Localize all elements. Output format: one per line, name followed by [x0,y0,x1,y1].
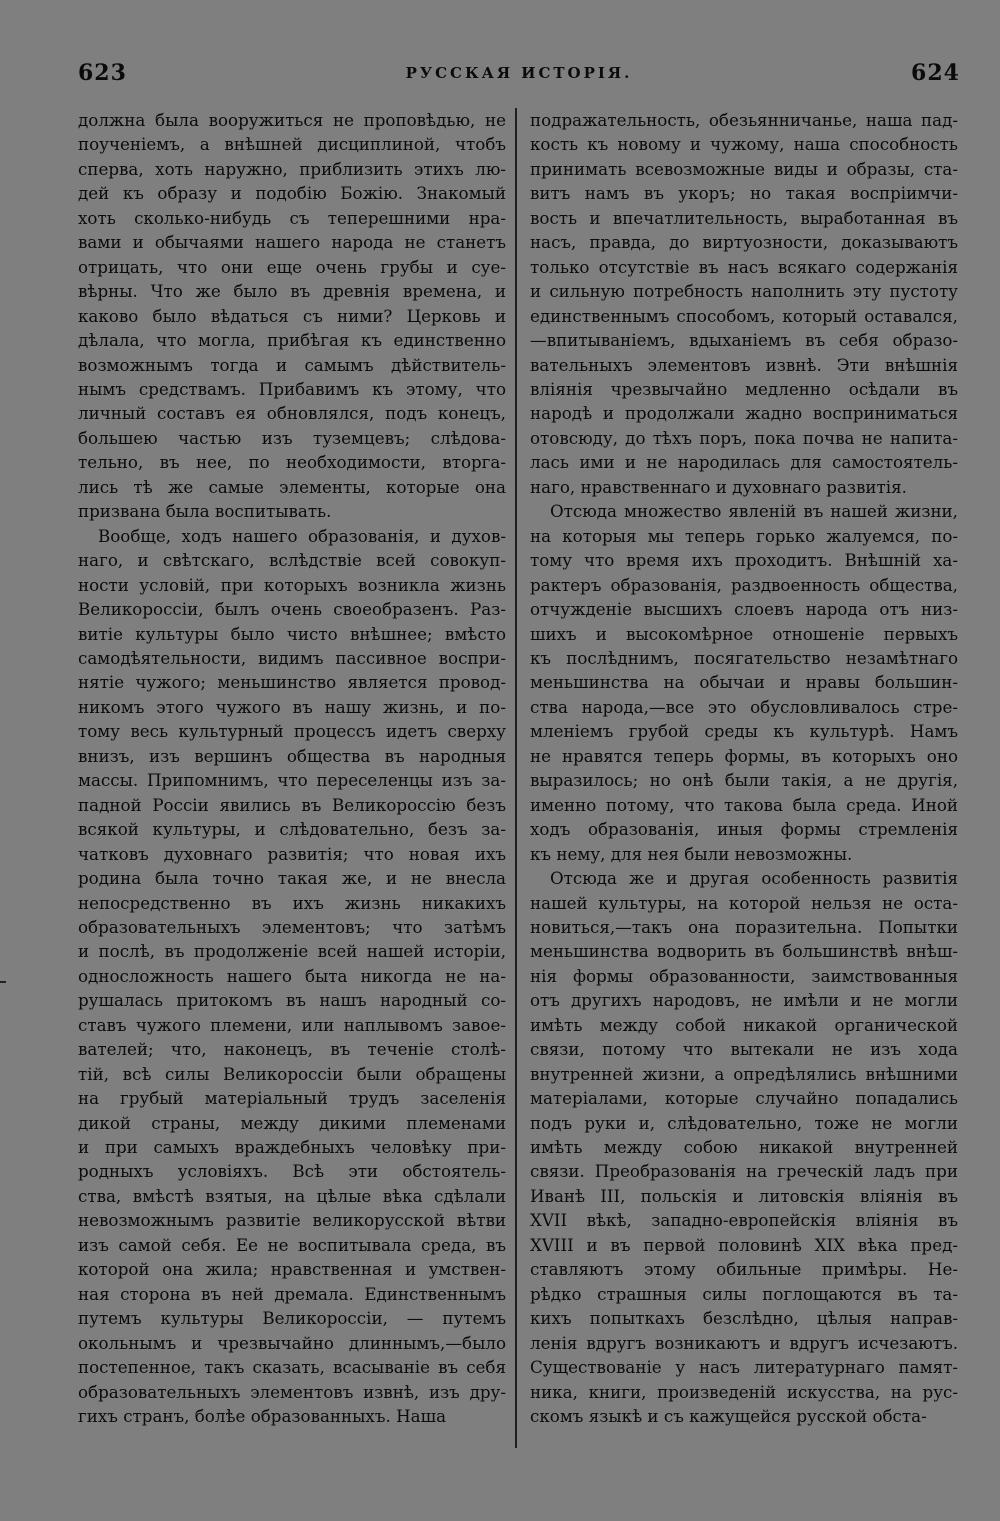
text-line: большею частью изъ туземцевъ; слѣдова- [78,427,506,448]
text-line: и при самыхъ враждебныхъ человѣку при- [78,1137,506,1158]
text-line: внизъ, изъ вершинъ общества въ народныя [78,745,506,766]
text-line: односложность нашего быта никогда не на- [78,965,506,986]
text-line: ленія вдругъ возникаютъ и вдругъ исчезаютъ. [530,1332,958,1353]
text-line: гихъ странъ, болѣе образованныхъ. Наша [78,1406,447,1427]
right-column-paragraph [530,866,958,1428]
text-line: рѣдко страшныя силы поглощаются въ та- [530,1283,958,1304]
text-line: возможнымъ тогда и самымъ дѣйствитель- [78,354,506,375]
text-line: вость и впечатлительность, выработанная въ [530,207,958,228]
text-line: вателей; что, наконецъ, въ теченіе столѣ- [78,1039,506,1060]
text-line: вѣрны. Что же было въ древнія времена, и [78,281,506,302]
text-line: отчужденіе высшихъ слоевъ народа отъ низ- [530,599,958,620]
text-line: образовательныхъ элементовъ извнѣ, изъ дру- [78,1381,506,1402]
text-line: именно потому, что такова была среда. Иной [530,794,958,815]
text-line: къ нему, для нея были невозможны. [530,843,853,864]
text-line: лась ими и не народилась для самостоятель- [530,452,958,473]
page-number-right: 624 [911,60,960,86]
text-line: наго, нравственнаго и духовнаго развитія. [530,476,907,497]
text-line: отовсюду, до тѣхъ поръ, пока почва не напита- [530,427,958,448]
text-line: нымъ средствамъ. Прибавимъ къ этому, что [78,378,506,399]
text-line: имѣть между собой никакой органической [530,1014,958,1035]
text-line: ства, вмѣстѣ взятыя, на цѣлые вѣка сдѣлали [78,1185,506,1206]
text-line: витъ намъ въ укоръ; но такая воспріимчи- [530,183,958,204]
text-line: нашей культуры, на которой нельзя не оста- [530,892,958,913]
text-line: постепенное, такъ сказать, всасываніе въ себя [78,1357,506,1378]
column-divider [515,108,517,1448]
text-line: самодѣятельности, видимъ пассивное воспри- [78,647,506,668]
right-column-paragraph [530,499,958,866]
text-line: дикой страны, между дикими племенами [78,1112,506,1133]
text-line: личный составъ ея обновлялся, подъ конецъ, [78,403,506,424]
text-line: только отсутствіе въ насъ всякаго содержанія [530,256,958,277]
text-line: сперва, хоть наружно, приблизить этихъ лю- [78,158,506,179]
left-text-column [78,108,506,1428]
text-line: матеріалами, которые случайно попадались [530,1088,958,1109]
text-line: новиться,—такъ она поразительна. Попытки [530,916,958,937]
text-line: Отсюда же и другая особенность развитія [550,868,958,889]
text-line: единственнымъ способомъ, который оставался, [530,305,958,326]
text-line: образовательныхъ элементовъ; что затѣмъ [78,916,506,937]
left-column-paragraph [78,108,506,524]
text-line: меньшинства водворить въ большинствѣ внѣш- [530,941,958,962]
text-line: вами и обычаями нашего народа не станетъ [78,232,506,253]
text-line: XVIII и въ первой половинѣ XIX вѣка пред- [530,1234,958,1255]
text-line: подъ руки и, слѣдовательно, тоже не могли [530,1112,958,1133]
left-column-paragraph [78,524,506,1429]
text-line: тій, всѣ силы Великороссіи были обращены [78,1063,506,1084]
margin-mark [0,981,6,983]
text-line: народѣ и продолжали жадно восприниматься [530,403,958,424]
text-line: имѣть между собою никакой внутренней [530,1137,958,1158]
text-line: падной Россіи явились въ Великороссію безъ [78,794,506,815]
text-line: Иванѣ III, польскія и литовскія вліянія въ [530,1185,958,1206]
text-line: меньшинства на обычаи и нравы большин- [530,672,958,693]
text-line: XVII вѣкѣ, западно-европейскія вліянія въ [530,1210,958,1231]
text-line: витіе культуры было чисто внѣшнее; вмѣсто [78,623,506,644]
text-line: непосредственно въ ихъ жизнь никакихъ [78,892,506,913]
text-line: каково было вѣдаться съ ними? Церковь и [78,305,506,326]
page-number-left: 623 [78,60,127,86]
text-line: рактеръ образованія, раздвоенность общества, [530,574,958,595]
text-line: шихъ и высокомѣрное отношеніе первыхъ [530,623,958,644]
text-line: отъ другихъ народовъ, не имѣли и не могли [530,990,958,1011]
text-line: родныхъ условіяхъ. Всѣ эти обстоятель- [78,1161,506,1182]
text-line: нія формы образованности, заимствованныя [530,965,958,986]
right-column-paragraph [530,108,958,499]
text-line: поученіемъ, а внѣшней дисциплиной, чтобъ [78,134,506,155]
text-line: рушалась притокомъ въ нашъ народный со- [78,990,506,1011]
text-line: ставляютъ этому обильные примѣры. Не- [530,1259,958,1280]
text-line: связи. Преобразованія на греческій ладъ при [530,1161,958,1182]
text-line: тельно, въ нее, по необходимости, вторга- [78,452,506,473]
text-line: ставъ чужого племени, или наплывомъ завое- [78,1014,506,1035]
text-line: кихъ попыткахъ безслѣдно, цѣлыя направ- [530,1308,958,1329]
running-title: РУССКАЯ ИСТОРІЯ. [405,64,633,82]
text-line: Вообще, ходъ нашего образованія, и духов- [98,525,506,546]
text-line: отрицать, что они еще очень грубы и суе- [78,256,506,277]
text-line: Существованіе у насъ литературнаго памят- [530,1357,958,1378]
text-line: кость къ новому и чужому, наша способность [530,134,958,155]
text-line: невозможнымъ развитіе великорусской вѣтви [78,1210,506,1231]
text-line: всякой культуры, и слѣдовательно, безъ за- [78,819,506,840]
text-line: вательныхъ элементовъ извнѣ. Эти внѣшнія [530,354,958,375]
text-line: дѣлала, что могла, прибѣгая къ единственно [78,330,506,351]
right-text-column [530,108,958,1428]
text-line: и послѣ, въ продолженіе всей нашей исторіи, [78,941,506,962]
text-line: связи, потому что вытекали не изъ хода [530,1039,958,1060]
text-line: скомъ языкѣ и съ кажущейся русской обста- [530,1406,927,1427]
text-line: ходъ образованія, иныя формы стремленія [530,819,958,840]
text-line: и сильную потребность наполнить эту пустоту [530,281,958,302]
text-line: ности условій, при которыхъ возникла жизнь [78,574,506,595]
text-line: не нравятся теперь формы, въ которыхъ оно [530,745,958,766]
text-line: на грубый матеріальный трудъ заселенія [78,1088,506,1109]
text-line: къ послѣднимъ, посягательство незамѣтнаго [530,647,958,668]
text-line: родина была точно такая же, и не внесла [78,868,506,889]
text-line: тому весь культурный процессъ идетъ сверху [78,721,506,742]
text-line: ная сторона въ ней дремала. Единственнымъ [78,1283,506,1304]
text-line: дей къ образу и подобію Божію. Знакомый [78,183,506,204]
text-line: путемъ культуры Великороссіи, — путемъ [78,1308,506,1329]
text-line: тому что время ихъ проходитъ. Внѣшній ха- [530,550,958,571]
text-line: Великороссіи, былъ очень своеобразенъ. Раз- [78,599,506,620]
text-line: мленіемъ грубой среды къ культурѣ. Намъ [530,721,958,742]
text-line: никомъ этого чужого въ нашу жизнь, и по- [78,696,506,717]
text-line: лись тѣ же самые элементы, которые она [78,476,506,497]
text-line: вліянія чрезвычайно медленно осѣдали въ [530,378,958,399]
text-line: Отсюда множество явленій въ нашей жизни, [550,501,958,522]
text-line: ства народа,—все это обусловливалось стре- [530,696,958,717]
text-line: массы. Припомнимъ, что переселенцы изъ за- [78,770,506,791]
text-line: должна была вооружиться не проповѣдью, не [78,110,506,130]
text-line: хоть сколько-нибудь съ теперешними нра- [78,207,506,228]
text-line: изъ самой себя. Ее не воспитывала среда, въ [78,1234,506,1255]
running-header [78,58,960,88]
text-line: призвана была воспитывать. [78,501,332,522]
text-line: внутренней жизни, а опредѣлялись внѣшними [530,1063,958,1084]
text-line: принимать всевозможные виды и образы, ста- [530,158,958,179]
text-line: на которыя мы теперь горько жалуемся, по- [530,525,958,546]
text-line: чатковъ духовнаго развитія; что новая ихъ [78,843,506,864]
text-line: наго, и свѣтскаго, вслѣдствіе всей совокуп- [78,550,506,571]
text-line: окольнымъ и чрезвычайно длиннымъ,—было [78,1332,506,1353]
text-line: насъ, правда, до виртуозности, доказываютъ [530,232,958,253]
text-line: подражательность, обезьянничанье, наша пад- [530,110,958,130]
text-line: —впитываніемъ, вдыханіемъ въ себя образо- [530,330,958,351]
text-line: нятіе чужого; меньшинство является провод- [78,672,506,693]
text-line: которой она жила; нравственная и умствен- [78,1259,506,1280]
text-line: выразилось; но онѣ были такія, а не другія, [530,770,958,791]
text-line: ника, книги, произведеній искусства, на рус- [530,1381,958,1402]
